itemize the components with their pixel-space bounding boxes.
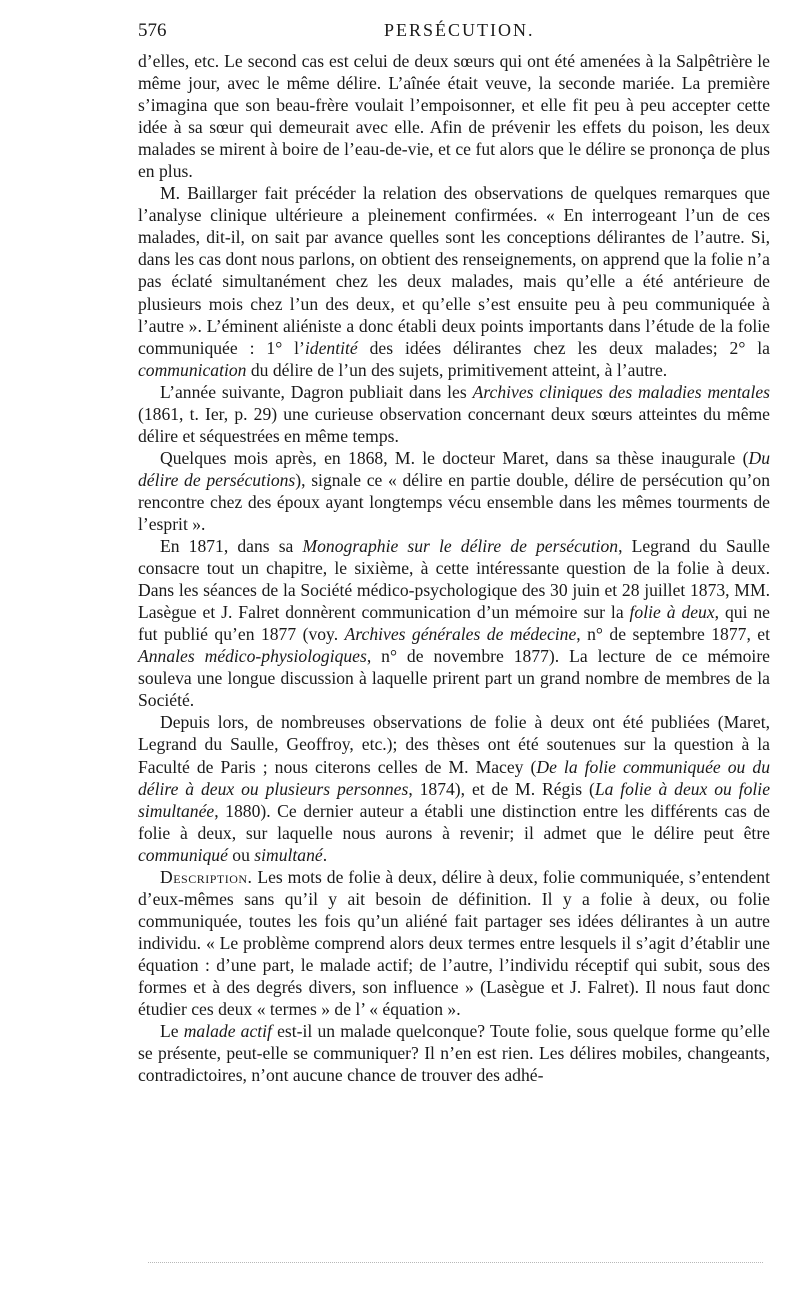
body-text — [138, 50, 770, 1086]
text-run: M. Baillarger fait précéder la relation des observations de quelques remarques que l’analyse clinique ultérieure a pleinement confirmées. « En interrogeant l’un de ces malades, dit-il, on sait par avance quelles sont les conceptions délirantes de l’autre. Si, dans les cas dont nous parlons, on obtient des renseignements, on apprend que la folie n’a pas éclaté simultanément chez les deux malades, mais qu’elle a été antérieure de plusieurs mois chez l’un des deux, et qu’elle s’est ensuite peu à peu communiquée à l’autre ». L’éminent aliéniste a donc établi deux points importants dans l’étude de la folie communiquée : 1° l’ — [138, 183, 770, 358]
italic-text: Du délire de persécutions — [138, 447, 770, 490]
paragraph — [138, 182, 770, 380]
text-run: , 1874), et de M. Régis ( — [408, 778, 595, 799]
paragraph — [138, 381, 770, 447]
italic-text: Archives générales de médecine — [344, 624, 577, 645]
paragraph — [138, 1020, 770, 1086]
book-page — [138, 20, 770, 1086]
section-heading: Description. — [160, 866, 253, 887]
italic-text: communication — [138, 359, 247, 380]
text-run: Les mots de folie à deux, délire à deux, folie communiquée, s’entendent d’eux-mêmes sans qu’il y ait besoin de définition. Il y a folie à deux, ou folie communiquée, toutes les fois qu’un aliéné fait partager ses idées délirantes à un autre individu. « Le problème comprend alors deux termes entre lesquels il s’agit d’établir une équation : d’une part, le malade actif; de l’autre, l’individu réceptif qui subit, sous des formes et à des degrés divers, son influence » (Lasègue et J. Falret). Il nous faut donc étudier ces deux « termes » de l’ « équation ». — [138, 866, 770, 1020]
italic-text: folie à deux — [629, 602, 715, 623]
paragraph — [138, 535, 770, 711]
paragraph — [138, 50, 770, 182]
text-run: , 1880). Ce dernier auteur a établi une distinction entre les différents cas de folie à deux, sur laquelle nous aurons à revenir; il admet que le délire peut être — [138, 800, 770, 843]
italic-text: Annales médico-physiologiques — [138, 646, 367, 667]
running-head: PERSÉCUTION. — [384, 20, 535, 40]
text-run: Le — [160, 1021, 184, 1042]
text-run: , Legrand du Saulle consacre tout un chapitre, le sixième, à cette intéressante question de la folie à deux. Dans les séances de la Société médico-psychologique des 30 juin et 28 juillet 1873, MM. Lasègue et J. Falret donnèrent communication d’un mémoire sur la — [138, 536, 770, 623]
text-run: est-il un malade quelconque? Toute folie, sous quelque forme qu’elle se présente, peut-elle se communiquer? Il n’en est rien. Les délires mobiles, changeants, contradictoires, n’ont aucune chance de trouver des adhé- — [138, 1021, 770, 1086]
text-run: des idées délirantes chez les deux malades; 2° la — [357, 337, 770, 358]
text-run: , qui ne fut publié qu’en 1877 (voy. — [138, 602, 770, 645]
italic-text: Archives cliniques des maladies mentales — [472, 381, 770, 402]
paragraph — [138, 866, 770, 1020]
italic-text: communiqué — [138, 844, 228, 865]
page-number: 576 — [138, 20, 167, 41]
text-run: ou — [227, 844, 255, 865]
page-header — [138, 20, 770, 50]
text-run: d’elles, etc. Le second cas est celui de deux sœurs qui ont été amenées à la Salpêtrière le même jour, avec le même délire. L’aînée était veuve, la seconde mariée. La première s’imagina que son beau-frère voulait l’empoisonner, et elle fit peu à peu accepter cette idée à sa sœur qui demeurait avec elle. Afin de prévenir les effets du poison, les deux malades se mirent à boire de l’eau-de-vie, et ce fut alors que le délire se prononça de plus en plus. — [138, 51, 770, 182]
paragraph — [138, 711, 770, 865]
italic-text: malade actif — [183, 1021, 272, 1042]
text-run: (1861, t. Ier, p. 29) une curieuse observation concernant deux sœurs atteintes du même délire et séquestrées en même temps. — [138, 403, 770, 446]
italic-text: Monographie sur le délire de persécution — [302, 536, 619, 557]
italic-text: De la folie communiquée ou du délire à deux ou plusieurs personnes — [138, 756, 770, 799]
footer-rule — [148, 1262, 763, 1263]
paragraph — [138, 447, 770, 535]
text-run: Depuis lors, de nombreuses observations de folie à deux ont été publiées (Maret, Legrand du Saulle, Geoffroy, etc.); des thèses ont été soutenues sur la question à la Faculté de Paris ; nous citerons celles de M. Macey ( — [138, 712, 770, 777]
text-run: . — [322, 844, 328, 865]
italic-text: La folie à deux ou folie simultanée — [138, 778, 771, 821]
text-run: , n° de septembre 1877, et — [576, 624, 770, 645]
text-run: En 1871, dans sa — [160, 536, 303, 557]
text-run: L’année suivante, Dagron publiait dans les — [160, 381, 473, 402]
text-run: du délire de l’un des sujets, primitivement atteint, à l’autre. — [246, 359, 668, 380]
text-run: , n° de novembre 1877). La lecture de ce mémoire souleva une longue discussion à laquelle prirent part un grand nombre de membres de la Société. — [138, 646, 770, 711]
italic-text: identité — [304, 337, 358, 358]
italic-text: simultané — [254, 844, 323, 865]
text-run: Quelques mois après, en 1868, M. le docteur Maret, dans sa thèse inaugurale ( — [160, 447, 749, 468]
text-run: ), signale ce « délire en partie double, délire de persécution qu’on rencontre chez des époux ayant longtemps vécu ensemble dans les mêmes tourments de l’esprit ». — [138, 469, 770, 534]
